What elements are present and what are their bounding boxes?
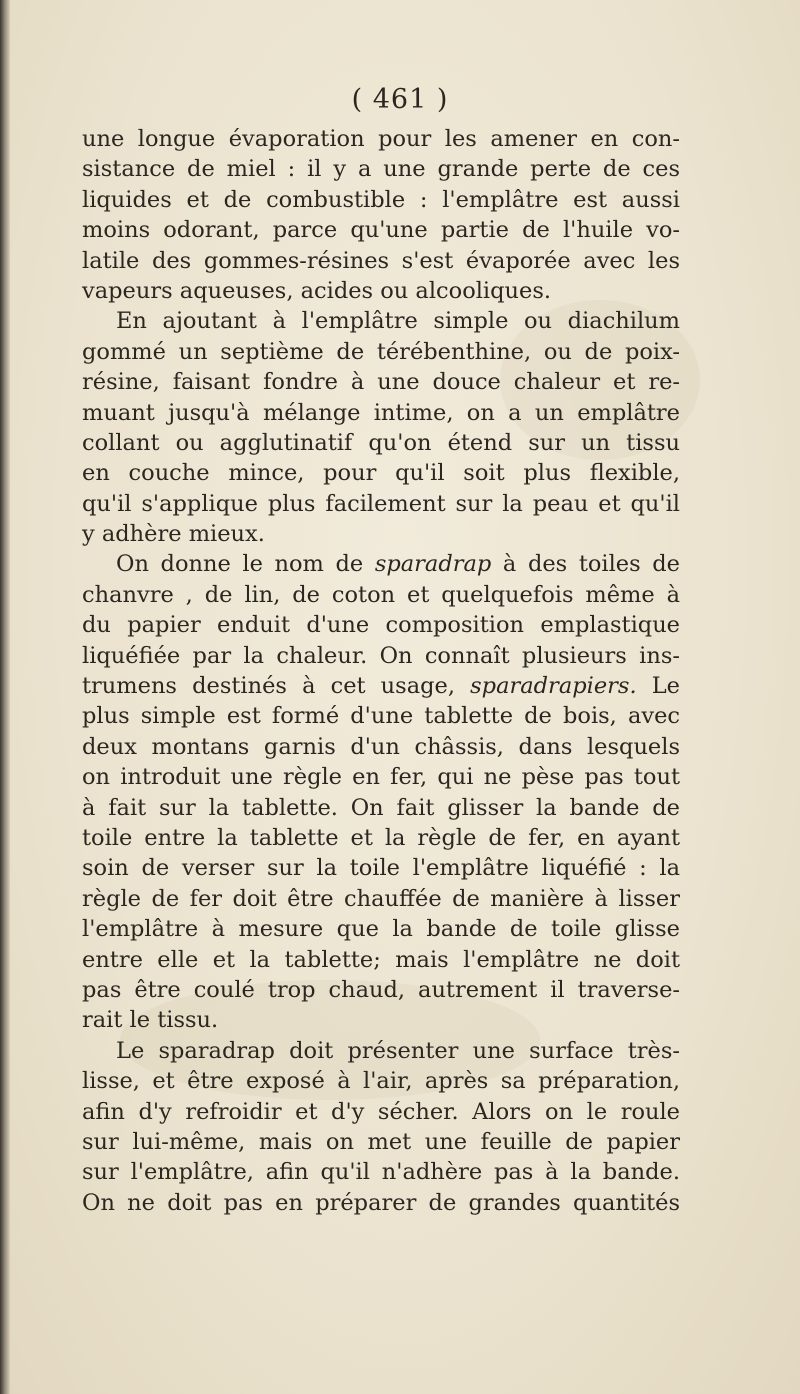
text-line: pas être coulé trop chaud, autrement il traverse- — [82, 976, 680, 1003]
text-line — [82, 671, 680, 701]
text-line: entre elle et la tablette; mais l'emplâtre ne doit — [82, 946, 680, 973]
page-number: ( 461 ) — [351, 84, 449, 115]
text-line: l'emplâtre à mesure que la bande de toile glisse — [82, 916, 680, 943]
text-line: plus simple est formé d'une tablette de bois, avec — [82, 703, 680, 730]
text-line: muant jusqu'à mélange intime, on a un emplâtre — [82, 399, 680, 426]
text-line: qu'il s'applique plus facilement sur la peau et qu'il — [82, 490, 680, 517]
text-line: On ne doit pas en préparer de grandes quantités — [82, 1189, 680, 1216]
text-line: liquides et de combustible : l'emplâtre est aussi — [82, 186, 680, 213]
text-line: lisse, et être exposé à l'air, après sa préparation, — [82, 1068, 680, 1095]
text-line: on introduit une règle en fer, qui ne pèse pas tout — [82, 764, 680, 791]
text-line: vapeurs aqueuses, acides ou alcooliques. — [82, 277, 552, 304]
text-line: résine, faisant fondre à une douce chaleur et re- — [82, 369, 680, 396]
text-run: trumens destinés à cet usage, — [82, 673, 471, 700]
text-line: rait le tissu. — [82, 1007, 219, 1034]
book-spine-shadow — [0, 0, 10, 1394]
text-line: en couche mince, pour qu'il soit plus flexible, — [82, 460, 680, 487]
text-line: gommé un septième de térébenthine, ou de poix- — [82, 338, 680, 365]
text-line: sur lui-même, mais on met une feuille de papier — [82, 1128, 680, 1155]
text-line: moins odorant, parce qu'une partie de l'huile vo- — [82, 217, 680, 244]
text-line: deux montans garnis d'un châssis, dans lesquels — [82, 733, 680, 760]
text-line: sistance de miel : il y a une grande perte de ces — [82, 156, 680, 183]
text-line: afin d'y refroidir et d'y sécher. Alors on le roule — [82, 1098, 680, 1125]
body-text — [82, 124, 680, 1218]
text-line: chanvre , de lin, de coton et quelquefois même à — [82, 581, 680, 608]
text-line: du papier enduit d'une composition emplastique — [82, 612, 680, 639]
text-line: sur l'emplâtre, afin qu'il n'adhère pas à la bande. — [82, 1159, 680, 1186]
text-line: à fait sur la tablette. On fait glisser la bande de — [82, 794, 680, 821]
text-line: collant ou agglutinatif qu'on étend sur un tissu — [82, 429, 680, 456]
text-line: une longue évaporation pour les amener en con- — [82, 126, 680, 152]
text-line: y adhère mieux. — [82, 521, 265, 548]
text-run: On donne le nom de — [116, 551, 375, 578]
text-line: En ajoutant à l'emplâtre simple ou diachilum — [116, 308, 680, 335]
text-line: règle de fer doit être chauffée de manière à lisser — [82, 885, 680, 912]
text-line: Le sparadrap doit présenter une surface très- — [116, 1037, 680, 1064]
text-line: liquéfiée par la chaleur. On connaît plusieurs ins- — [82, 642, 680, 669]
italic-term: sparadrap — [374, 551, 492, 578]
text-line: toile entre la tablette et la règle de fer, en ayant — [82, 824, 680, 851]
text-run: à des toiles de — [491, 551, 680, 578]
text-line — [82, 549, 680, 579]
text-line: latile des gommes-résines s'est évaporée avec les — [82, 247, 680, 274]
text-line: soin de verser sur la toile l'emplâtre liquéfié : la — [82, 855, 680, 882]
text-run: Le — [636, 673, 680, 700]
italic-term: sparadrapiers. — [470, 673, 637, 700]
